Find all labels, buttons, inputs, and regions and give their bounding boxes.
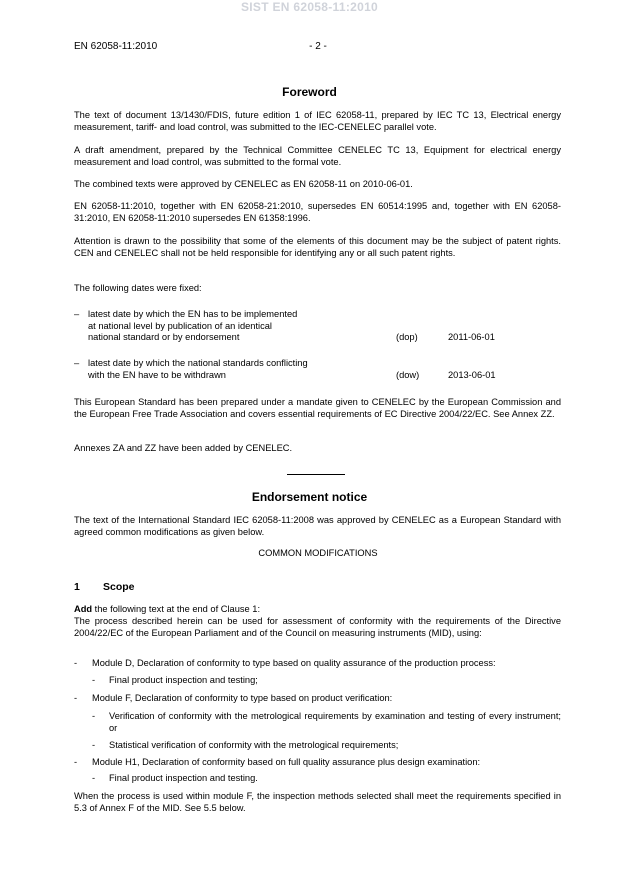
dop-line-3: national standard or by endorsement [88,332,240,343]
header-page-number: - 2 - [309,41,327,52]
section-divider [287,474,345,475]
module-f-sub-2: Statistical verification of conformity with the metrological requirements; [109,740,399,750]
header-doc-id: EN 62058-11:2010 [74,41,158,52]
dow-line-1: latest date by which the national standards conflicting [88,358,308,368]
scope-final-paragraph: When the process is used within module F, the inspection methods selected shall meet the requirements specified in 5.3 of Annex F of the MID. See 5.5 below. [74,791,561,813]
scope-add-instruction [74,604,561,616]
dop-description [88,309,388,344]
foreword-paragraph-7: This European Standard has been prepared under a mandate given to CENELEC by the European Commission and the European Free Trade Association and covers essential requirements of EC Directive 2004/22/EC. See Annex ZZ. [74,397,561,419]
endorsement-paragraph: The text of the International Standard IEC 62058-11:2008 was approved by CENELEC as a European Standard with agreed common modifications as given below. [74,515,561,537]
module-d-sub: Final product inspection and testing; [109,675,258,685]
dow-date: 2013-06-01 [448,370,496,380]
add-keyword: Add [74,604,93,614]
module-d: Module D, Declaration of conformity to type based on quality assurance of the production process: [92,658,496,668]
list-dash: – [74,309,80,319]
dop-date: 2011-06-01 [448,332,495,342]
list-dash: - [92,675,96,685]
dow-description [88,358,388,381]
scope-number: 1 [74,581,80,593]
list-dash: - [74,658,78,668]
module-h1: Module H1, Declaration of conformity based on full quality assurance plus design examination: [92,757,481,767]
dop-line-1: latest date by which the EN has to be implemented [88,309,298,319]
foreword-paragraph-1: The text of document 13/1430/FDIS, future edition 1 of IEC 62058-11, prepared by IEC TC 13, Electrical energy measurement, tariff- and load control, was submitted to the IEC-CENELEC parallel vote. [74,110,561,132]
dop-code: (dop) [396,332,418,342]
list-dash: – [74,358,80,368]
dow-line-2: with the EN have to be withdrawn [88,369,226,380]
scope-paragraph: The process described herein can be used for assessment of conformity with the requirements of the Directive 2004/22/EC of the European Parliament and of the Council on measuring instruments (MID), using: [74,616,561,638]
common-modifications-heading: COMMON MODIFICATIONS [258,548,378,558]
list-dash: - [92,711,96,721]
module-h1-sub: Final product inspection and testing. [109,773,258,783]
foreword-title: Foreword [282,85,337,99]
list-dash: - [74,757,78,767]
add-rest: the following text at the end of Clause 1: [92,604,261,614]
foreword-paragraph-8: Annexes ZA and ZZ have been added by CENELEC. [74,443,293,453]
foreword-paragraph-6: The following dates were fixed: [74,283,202,293]
foreword-paragraph-5: Attention is drawn to the possibility that some of the elements of this document may be the subject of patent rights. CEN and CENELEC shall not be held responsible for identifying any or all such patent rights. [74,236,561,258]
scope-title: Scope [103,581,135,593]
dow-code: (dow) [396,370,420,380]
foreword-paragraph-3: The combined texts were approved by CENELEC as EN 62058-11 on 2010-06-01. [74,179,413,189]
list-dash: - [92,740,96,750]
endorsement-title: Endorsement notice [251,490,368,504]
dop-line-2: at national level by publication of an identical [88,320,272,331]
module-f: Module F, Declaration of conformity to type based on product verification: [92,693,393,703]
foreword-paragraph-4: EN 62058-11:2010, together with EN 62058-21:2010, supersedes EN 60514:1995 and, together with EN 62058-31:2010, EN 62058-11:2010 supersedes EN 61358:1996. [74,201,561,223]
foreword-paragraph-2: A draft amendment, prepared by the Technical Committee CENELEC TC 13, Equipment for electrical energy measurement and load control, was submitted to the formal vote. [74,145,561,167]
watermark: SIST EN 62058-11:2010 [240,0,379,14]
list-dash: - [92,773,96,783]
module-f-sub-1: Verification of conformity with the metrological requirements by examination and testing of every instrument; or [109,711,561,733]
list-dash: - [74,693,78,703]
